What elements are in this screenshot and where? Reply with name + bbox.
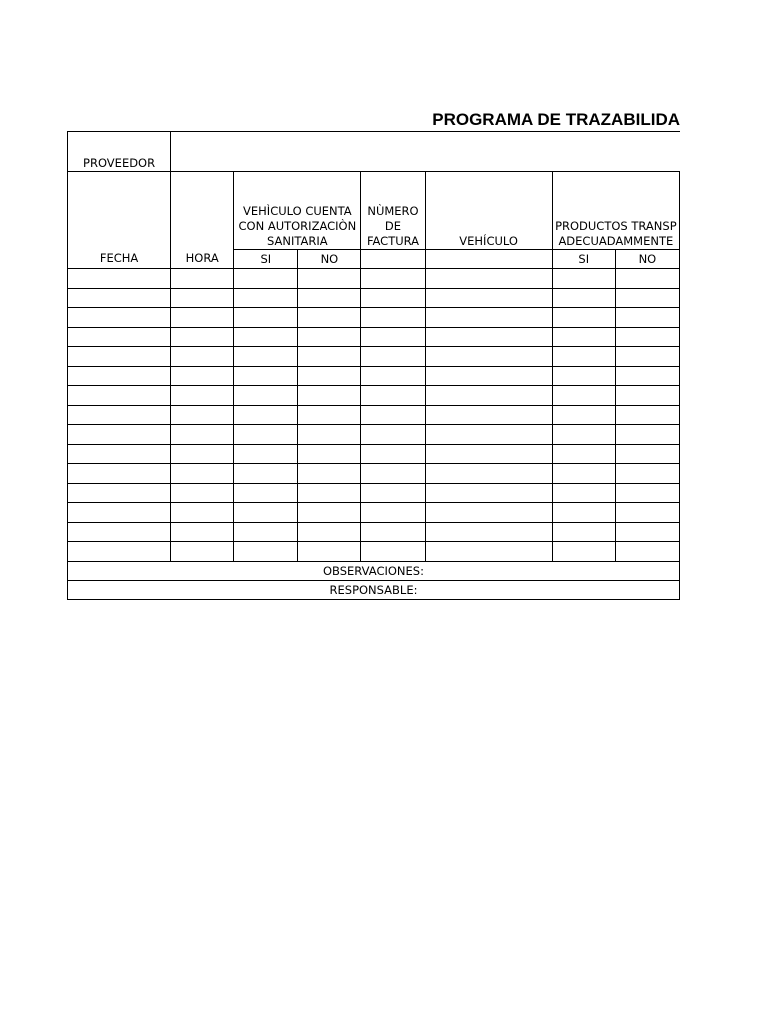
table-row <box>68 542 680 562</box>
vehiculo-no-cell[interactable] <box>298 464 361 484</box>
vehiculo-autorizacion-line-2: CON AUTORIZACIÒN <box>238 219 357 233</box>
hora-cell[interactable] <box>171 483 234 503</box>
numero-factura-cell[interactable] <box>361 327 425 347</box>
vehiculo-no-cell[interactable] <box>298 483 361 503</box>
vehiculo-si-cell[interactable] <box>234 288 298 308</box>
fecha-cell[interactable] <box>68 444 171 464</box>
productos-si-cell[interactable] <box>552 522 615 542</box>
vehiculo-cell[interactable] <box>425 366 552 386</box>
table-row <box>68 347 680 367</box>
fecha-cell[interactable] <box>68 288 171 308</box>
form-title: PROGRAMA DE TRAZABILIDA <box>432 110 680 129</box>
productos-si-cell[interactable] <box>552 269 615 289</box>
numero-factura-cell[interactable] <box>361 464 425 484</box>
table-row <box>68 405 680 425</box>
vehiculo-cell[interactable] <box>425 405 552 425</box>
table-row <box>68 464 680 484</box>
productos-si-header: SI <box>552 250 615 269</box>
productos-si-cell[interactable] <box>552 444 615 464</box>
productos-no-cell[interactable] <box>615 503 679 523</box>
productos-no-cell[interactable] <box>615 386 679 406</box>
productos-no-cell[interactable] <box>615 269 679 289</box>
productos-no-header: NO <box>615 250 679 269</box>
vehiculo-cell[interactable] <box>425 503 552 523</box>
productos-si-cell[interactable] <box>552 308 615 328</box>
productos-no-cell[interactable] <box>615 425 679 445</box>
responsable-label[interactable]: RESPONSABLE: <box>68 580 680 599</box>
hora-cell[interactable] <box>171 327 234 347</box>
vehiculo-no-cell[interactable] <box>298 269 361 289</box>
numero-factura-cell[interactable] <box>361 444 425 464</box>
vehiculo-si-cell[interactable] <box>234 405 298 425</box>
table-row <box>68 308 680 328</box>
fecha-cell[interactable] <box>68 308 171 328</box>
numero-factura-blank <box>361 250 425 269</box>
fecha-cell[interactable] <box>68 542 171 562</box>
table-row <box>68 444 680 464</box>
vehiculo-autorizacion-line-1: VEHÌCULO CUENTA <box>243 204 352 218</box>
productos-si-cell[interactable] <box>552 347 615 367</box>
table-row <box>68 327 680 347</box>
fecha-cell[interactable] <box>68 405 171 425</box>
vehiculo-si-cell[interactable] <box>234 386 298 406</box>
numero-factura-cell[interactable] <box>361 425 425 445</box>
vehiculo-si-cell[interactable] <box>234 366 298 386</box>
observaciones-row <box>68 561 680 580</box>
vehiculo-no-cell[interactable] <box>298 347 361 367</box>
numero-factura-line-2: DE <box>384 219 402 233</box>
vehiculo-si-header: SI <box>234 250 298 269</box>
hora-cell[interactable] <box>171 405 234 425</box>
vehiculo-cell[interactable] <box>425 269 552 289</box>
productos-no-cell[interactable] <box>615 483 679 503</box>
vehiculo-no-cell[interactable] <box>298 366 361 386</box>
vehiculo-no-cell[interactable] <box>298 425 361 445</box>
vehiculo-si-cell[interactable] <box>234 269 298 289</box>
productos-no-cell[interactable] <box>615 464 679 484</box>
productos-line-1: PRODUCTOS TRANSP <box>555 219 677 233</box>
vehiculo-cell[interactable] <box>425 542 552 562</box>
vehiculo-cell[interactable] <box>425 483 552 503</box>
vehiculo-no-cell[interactable] <box>298 288 361 308</box>
hora-cell[interactable] <box>171 288 234 308</box>
vehiculo-no-cell[interactable] <box>298 503 361 523</box>
hora-cell[interactable] <box>171 503 234 523</box>
traceability-form-table <box>67 131 680 600</box>
header-row <box>68 172 680 250</box>
proveedor-label: PROVEEDOR <box>68 132 171 172</box>
numero-factura-line-1: NÙMERO <box>367 204 419 218</box>
vehiculo-si-cell[interactable] <box>234 444 298 464</box>
table-row <box>68 288 680 308</box>
hora-cell[interactable] <box>171 425 234 445</box>
productos-no-cell[interactable] <box>615 327 679 347</box>
vehiculo-autorizacion-line-3: SANITARIA <box>267 234 328 248</box>
vehiculo-cell[interactable] <box>425 308 552 328</box>
numero-factura-cell[interactable] <box>361 405 425 425</box>
fecha-cell[interactable] <box>68 347 171 367</box>
fecha-cell[interactable] <box>68 386 171 406</box>
proveedor-row <box>68 132 680 172</box>
numero-factura-cell[interactable] <box>361 308 425 328</box>
productos-si-cell[interactable] <box>552 386 615 406</box>
table-row <box>68 269 680 289</box>
hora-cell[interactable] <box>171 366 234 386</box>
vehiculo-cell[interactable] <box>425 347 552 367</box>
vehiculo-no-cell[interactable] <box>298 444 361 464</box>
productos-si-cell[interactable] <box>552 483 615 503</box>
responsable-row <box>68 580 680 599</box>
productos-si-cell[interactable] <box>552 327 615 347</box>
vehiculo-si-cell[interactable] <box>234 347 298 367</box>
vehiculo-si-cell[interactable] <box>234 327 298 347</box>
vehiculo-autorizacion-header <box>234 172 361 250</box>
productos-si-cell[interactable] <box>552 542 615 562</box>
table-row <box>68 483 680 503</box>
vehiculo-no-cell[interactable] <box>298 405 361 425</box>
numero-factura-cell[interactable] <box>361 522 425 542</box>
fecha-cell[interactable] <box>68 425 171 445</box>
numero-factura-header <box>361 172 425 250</box>
vehiculo-no-cell[interactable] <box>298 522 361 542</box>
productos-si-cell[interactable] <box>552 366 615 386</box>
fecha-cell[interactable] <box>68 503 171 523</box>
table-row <box>68 503 680 523</box>
vehiculo-si-cell[interactable] <box>234 483 298 503</box>
hora-cell[interactable] <box>171 464 234 484</box>
productos-si-cell[interactable] <box>552 288 615 308</box>
fecha-header: FECHA <box>68 172 171 269</box>
observaciones-label[interactable]: OBSERVACIONES: <box>68 561 680 580</box>
table-row <box>68 386 680 406</box>
hora-cell[interactable] <box>171 308 234 328</box>
productos-no-cell[interactable] <box>615 308 679 328</box>
fecha-cell[interactable] <box>68 366 171 386</box>
productos-header <box>552 172 679 250</box>
hora-cell[interactable] <box>171 347 234 367</box>
numero-factura-cell[interactable] <box>361 269 425 289</box>
vehiculo-no-cell[interactable] <box>298 308 361 328</box>
numero-factura-cell[interactable] <box>361 503 425 523</box>
vehiculo-si-cell[interactable] <box>234 503 298 523</box>
hora-cell[interactable] <box>171 542 234 562</box>
vehiculo-blank <box>425 250 552 269</box>
vehiculo-no-header: NO <box>298 250 361 269</box>
vehiculo-no-cell[interactable] <box>298 542 361 562</box>
vehiculo-cell[interactable] <box>425 444 552 464</box>
vehiculo-cell[interactable] <box>425 464 552 484</box>
vehiculo-cell[interactable] <box>425 327 552 347</box>
vehiculo-no-cell[interactable] <box>298 327 361 347</box>
vehiculo-si-cell[interactable] <box>234 464 298 484</box>
vehiculo-header: VEHÍCULO <box>425 172 552 250</box>
productos-no-cell[interactable] <box>615 542 679 562</box>
vehiculo-cell[interactable] <box>425 288 552 308</box>
vehiculo-si-cell[interactable] <box>234 425 298 445</box>
fecha-cell[interactable] <box>68 483 171 503</box>
productos-si-cell[interactable] <box>552 405 615 425</box>
table-row <box>68 425 680 445</box>
productos-no-cell[interactable] <box>615 405 679 425</box>
numero-factura-line-3: FACTURA <box>366 234 420 248</box>
vehiculo-no-cell[interactable] <box>298 386 361 406</box>
numero-factura-cell[interactable] <box>361 347 425 367</box>
productos-line-2: ADECUADAMMENTE <box>558 234 674 248</box>
vehiculo-cell[interactable] <box>425 386 552 406</box>
vehiculo-si-cell[interactable] <box>234 542 298 562</box>
numero-factura-cell[interactable] <box>361 366 425 386</box>
hora-cell[interactable] <box>171 522 234 542</box>
productos-si-cell[interactable] <box>552 464 615 484</box>
table-row <box>68 366 680 386</box>
hora-cell[interactable] <box>171 269 234 289</box>
fecha-cell[interactable] <box>68 464 171 484</box>
vehiculo-cell[interactable] <box>425 425 552 445</box>
numero-factura-cell[interactable] <box>361 386 425 406</box>
productos-si-cell[interactable] <box>552 503 615 523</box>
hora-cell[interactable] <box>171 444 234 464</box>
productos-no-cell[interactable] <box>615 522 679 542</box>
numero-factura-cell[interactable] <box>361 542 425 562</box>
productos-no-cell[interactable] <box>615 366 679 386</box>
proveedor-value-cell[interactable] <box>171 132 680 172</box>
fecha-cell[interactable] <box>68 522 171 542</box>
hora-cell[interactable] <box>171 386 234 406</box>
productos-si-cell[interactable] <box>552 425 615 445</box>
fecha-cell[interactable] <box>68 327 171 347</box>
vehiculo-si-cell[interactable] <box>234 522 298 542</box>
numero-factura-cell[interactable] <box>361 483 425 503</box>
vehiculo-si-cell[interactable] <box>234 308 298 328</box>
productos-no-cell[interactable] <box>615 347 679 367</box>
table-row <box>68 522 680 542</box>
fecha-cell[interactable] <box>68 269 171 289</box>
vehiculo-cell[interactable] <box>425 522 552 542</box>
numero-factura-cell[interactable] <box>361 288 425 308</box>
hora-header: HORA <box>171 172 234 269</box>
productos-no-cell[interactable] <box>615 288 679 308</box>
productos-no-cell[interactable] <box>615 444 679 464</box>
